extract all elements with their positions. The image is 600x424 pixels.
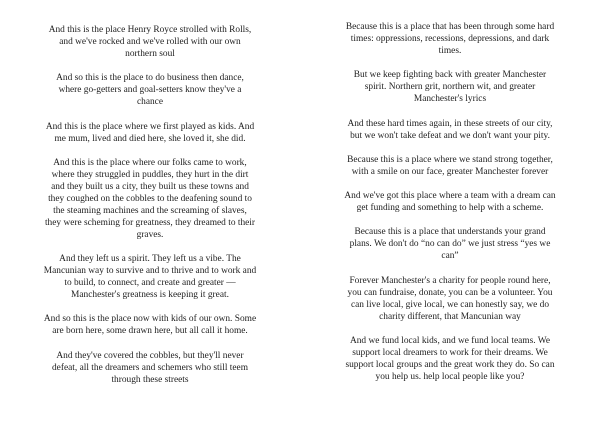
poem-paragraph: [305, 335, 595, 383]
poem-line: where go-getters and goal-setters know they've a: [58, 85, 242, 96]
poem-line: support local dreamers to work for their dreams. We: [352, 348, 548, 359]
poem-line: Because this is a place that has been through some hard: [345, 22, 555, 32]
poem-paragraph: [5, 350, 295, 386]
poem-line: me mum, lived and died here, she loved it, she did.: [54, 133, 246, 144]
poem-line: times: oppressions, recessions, depressions, and dark: [350, 34, 550, 44]
poem-line: And so this is the place to do business then dance,: [56, 73, 244, 84]
poem-paragraph: [305, 190, 595, 214]
poem-line: defeat, all the dreamers and schemers who still teem: [51, 362, 249, 373]
poem-line: get funding and something to help with a scheme.: [356, 203, 544, 214]
poem-paragraph: [5, 253, 295, 301]
poem-line: times.: [438, 46, 462, 56]
poem-line: through these streets: [111, 374, 189, 385]
poem-paragraph: [305, 275, 595, 323]
poem-line: graves.: [136, 229, 164, 240]
poem-line: And we've got this place where a team with a dream can: [344, 191, 556, 202]
poem-line: Because this is a place that understands your grand: [354, 227, 546, 238]
poem-line: they coughed on the cobbles to the deafening sound to: [48, 193, 252, 204]
poem-paragraph: [305, 118, 595, 142]
poem-line: can”: [441, 251, 459, 262]
left-column: [5, 24, 295, 398]
poem-paragraph: [305, 21, 595, 57]
poem-paragraph: [5, 24, 295, 60]
poem-line: And they left us a spirit. They left us a vibe. The: [59, 254, 241, 265]
poem-line: they were scheming for greatness, they dreamed to their: [44, 217, 256, 228]
poem-line: And we fund local kids, and we fund local teams. We: [349, 336, 551, 347]
poem-line: plans. We don't do “no can do” we just stress “yes we: [349, 239, 551, 250]
poem-line: And this is the place where our folks came to work,: [53, 157, 247, 168]
poem-line: northern soul: [125, 49, 175, 59]
poem-line: Because this is a place where we stand strong together,: [347, 154, 553, 165]
poem-line: to build, to connect, and create and greater —: [64, 278, 236, 289]
poem-paragraph: [5, 72, 295, 108]
poem-line: spirit. Northern grit, northern wit, and greater: [364, 82, 536, 93]
poem-paragraph: [5, 121, 295, 145]
poem-line: you help us. help local people like you?: [375, 372, 525, 383]
poem-line: And this is the place Henry Royce strolled with Rolls,: [48, 25, 252, 35]
right-column: [305, 21, 595, 395]
poem-line: Manchester's greatness is keeping it great.: [71, 290, 229, 301]
poem-line: and we've rocked and we've rolled with our own: [59, 37, 241, 47]
poem-line: support local groups and the great work they do. So can: [345, 360, 555, 371]
poem-line: chance: [136, 97, 164, 108]
poem-paragraph: [5, 157, 295, 241]
poem-line: And these hard times again, in these streets of our city,: [347, 118, 553, 129]
poem-line: Mancunian way to survive and to thrive and to work and: [43, 266, 257, 277]
poem-line: And this is the place where we first played as kids. And: [45, 121, 255, 132]
poem-line: are born here, some drawn here, but all call it home.: [52, 326, 248, 337]
poem-line: you can fundraise, donate, you can be a volunteer. You: [347, 287, 553, 298]
poem-line: with a smile on our face, greater Manchester forever: [351, 166, 549, 177]
poem-paragraph: [5, 313, 295, 337]
poem-line: And so this is the place now with kids of our own. Some: [43, 314, 257, 325]
poem-paragraph: [305, 69, 595, 105]
poem-line: Forever Manchester's a charity for people round here,: [349, 275, 551, 286]
poem-line: and they built us a city, they built us these towns and: [51, 181, 249, 192]
poem-line: Manchester's lyrics: [413, 94, 487, 105]
poem-line: where they struggled in puddles, they hurt in the dirt: [51, 169, 249, 180]
poem-line: the steaming machines and the screaming of slaves,: [53, 205, 247, 216]
poem-line: And they've covered the cobbles, but they'll never: [56, 350, 244, 361]
poem-line: can live local, give local, we can honestly say, we do: [350, 299, 550, 310]
poem-line: But we keep fighting back with greater Manchester: [353, 70, 547, 81]
poem-paragraph: [305, 154, 595, 178]
poem-line: charity different, that Mancunian way: [379, 311, 521, 322]
poem-paragraph: [305, 226, 595, 262]
poem-line: but we won't take defeat and we don't want your pity.: [350, 130, 550, 141]
